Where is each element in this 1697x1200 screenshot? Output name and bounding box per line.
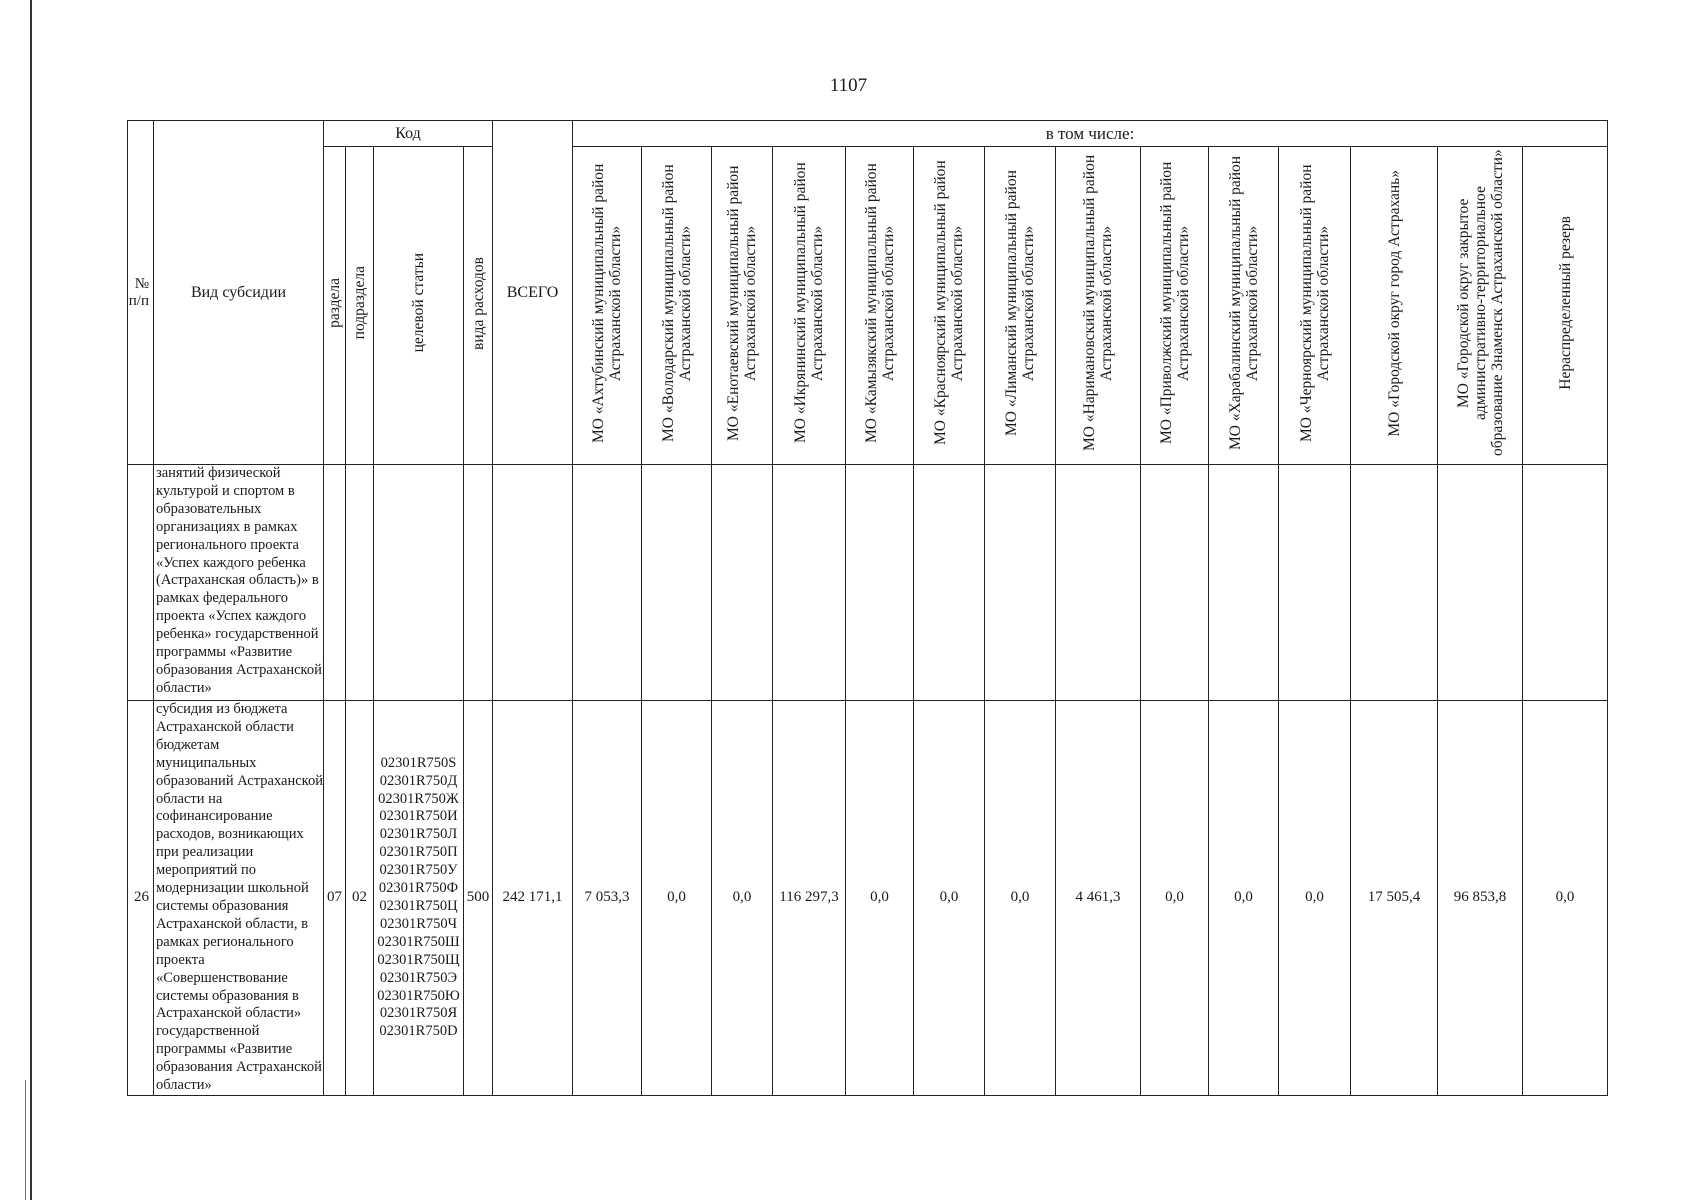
header-municipality: МО «Городской округ город Астрахань»	[1351, 147, 1438, 465]
header-code: Код	[324, 121, 493, 147]
row-value: 0,0	[1141, 701, 1209, 1096]
row-subsection: 02	[346, 701, 374, 1096]
row-value	[846, 465, 914, 701]
row-target	[374, 465, 464, 701]
header-municipality: МО «Красноярский муниципальный район Астраханской области»	[914, 147, 985, 465]
row-value: 0,0	[985, 701, 1056, 1096]
header-municipality: МО «Черноярский муниципальный район Астраханской области»	[1279, 147, 1351, 465]
header-including: в том числе:	[573, 121, 1608, 147]
row-value: 0,0	[1523, 701, 1608, 1096]
page-binding-line	[30, 0, 32, 1200]
row-value	[914, 465, 985, 701]
row-value	[1523, 465, 1608, 701]
page-binding-mark	[25, 1080, 26, 1200]
row-value: 0,0	[1279, 701, 1351, 1096]
row-no	[128, 465, 154, 701]
header-section: раздела	[324, 147, 346, 465]
row-description: субсидия из бюджета Астраханской области бюджетам муниципальных образований Астраханской области на софинансирование расходов, возникающих при реализации мероприятий по модернизации школьной системы образования Астраханской области, в рамках регионального проекта «Совершенствование системы образования в Астраханской области» государственной программы «Развитие образования Астраханской области»	[154, 701, 324, 1096]
subsidy-table	[127, 120, 1608, 1096]
header-subsidy-type: Вид субсидии	[154, 121, 324, 465]
header-municipality: МО «Икрянинский муниципальный район Астраханской области»	[773, 147, 846, 465]
row-subsection	[346, 465, 374, 701]
row-value: 116 297,3	[773, 701, 846, 1096]
row-value: 0,0	[1209, 701, 1279, 1096]
header-total: ВСЕГО	[493, 121, 573, 465]
row-section: 07	[324, 701, 346, 1096]
row-total	[493, 465, 573, 701]
row-value: 0,0	[914, 701, 985, 1096]
header-municipality: МО «Наримановский муниципальный район Астраханской области»	[1056, 147, 1141, 465]
header-municipality: МО «Приволжский муниципальный район Астраханской области»	[1141, 147, 1209, 465]
row-value	[1209, 465, 1279, 701]
header-municipality: МО «Ахтубинский муниципальный район Астраханской области»	[573, 147, 642, 465]
row-value: 0,0	[846, 701, 914, 1096]
header-municipality: МО «Камызякский муниципальный район Астраханской области»	[846, 147, 914, 465]
row-value	[1056, 465, 1141, 701]
row-value: 7 053,3	[573, 701, 642, 1096]
page-number: 1107	[829, 75, 868, 96]
row-expense-type	[464, 465, 493, 701]
header-municipality: МО «Городской округ закрытое административно-территориальное образование Знаменск Астраханской области»	[1438, 147, 1523, 465]
row-value	[1351, 465, 1438, 701]
row-value: 4 461,3	[1056, 701, 1141, 1096]
row-value	[573, 465, 642, 701]
row-no: 26	[128, 701, 154, 1096]
header-subsection: подраздела	[346, 147, 374, 465]
row-description: занятий физической культурой и спортом в образовательных организациях в рамках регионального проекта «Успех каждого ребенка (Астраханская область)» в рамках федерального проекта «Успех каждого ребенка» государственной программы «Развитие образования Астраханской области»	[154, 465, 324, 701]
header-municipality: МО «Енотаевский муниципальный район Астраханской области»	[712, 147, 773, 465]
header-no: № п/п	[128, 121, 154, 465]
row-total: 242 171,1	[493, 701, 573, 1096]
header-municipality: Нераспределенный резерв	[1523, 147, 1608, 465]
row-expense-type: 500	[464, 701, 493, 1096]
header-municipality: МО «Лиманский муниципальный район Астраханской области»	[985, 147, 1056, 465]
row-target: 02301R750S 02301R750Д 02301R750Ж 02301R750И 02301R750Л 02301R750П 02301R750У 02301R750Ф 02301R750Ц 02301R750Ч 02301R750Ш 02301R750Щ 02301R750Э 02301R750Ю 02301R750Я 02301R750D	[374, 701, 464, 1096]
row-value	[985, 465, 1056, 701]
row-value	[773, 465, 846, 701]
row-section	[324, 465, 346, 701]
row-value: 0,0	[642, 701, 712, 1096]
header-target: целевой статьи	[374, 147, 464, 465]
row-value	[642, 465, 712, 701]
row-value	[712, 465, 773, 701]
table-row	[128, 701, 1608, 1096]
row-value: 96 853,8	[1438, 701, 1523, 1096]
header-expense-type: вида расходов	[464, 147, 493, 465]
row-value	[1141, 465, 1209, 701]
row-value	[1438, 465, 1523, 701]
row-value: 0,0	[712, 701, 773, 1096]
table-row	[128, 465, 1608, 701]
row-value	[1279, 465, 1351, 701]
header-municipality: МО «Харабалинский муниципальный район Астраханской области»	[1209, 147, 1279, 465]
row-value: 17 505,4	[1351, 701, 1438, 1096]
header-municipality: МО «Володарский муниципальный район Астраханской области»	[642, 147, 712, 465]
